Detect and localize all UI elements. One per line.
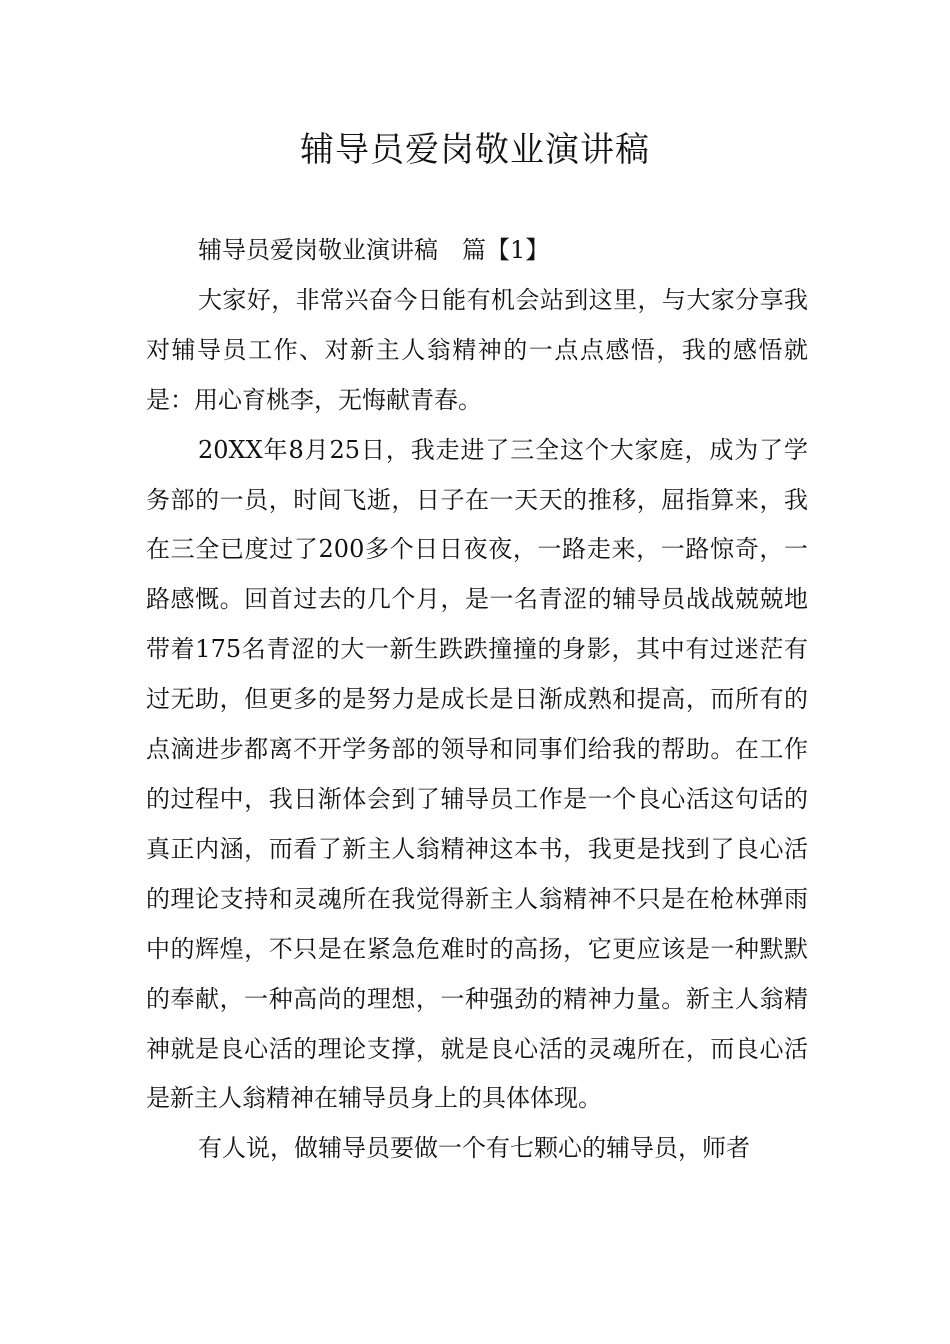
paragraph-1: 大家好，非常兴奋今日能有机会站到这里，与大家分享我对辅导员工作、对新主人翁精神的一点点感悟，我的感悟就是：用心育桃李，无悔献青春。 [146, 285, 808, 414]
document-body [146, 226, 808, 1174]
section-heading: 辅导员爱岗敬业演讲稿 篇【1】 [198, 236, 550, 264]
paragraph-3: 有人说，做辅导员要做一个有七颗心的辅导员，师者 [198, 1134, 750, 1163]
paragraph-2: 20XX年8月25日，我走进了三全这个大家庭，成为了学务部的一员，时间飞逝，日子在一天天的推移，屈指算来，我在三全已度过了200多个日日夜夜，一路走来，一路惊奇，一路感慨。回首过去的几个月，是一名青涩的辅导员战战兢兢地带着175名青涩的大一新生跌跌撞撞的身影，其中有过迷茫有过无助，但更多的是努力是成长是日渐成熟和提高，而所有的点滴进步都离不开学务部的领导和同事们给我的帮助。在工作的过程中，我日渐体会到了辅导员工作是一个良心活这句话的真正内涵，而看了新主人翁精神这本书，我更是找到了良心活的理论支持和灵魂所在我觉得新主人翁精神不只是在枪林弹雨中的辉煌，不只是在紧急危难时的高扬，它更应该是一种默默的奉献，一种高尚的理想，一种强劲的精神力量。新主人翁精神就是良心活的理论支撑，就是良心活的灵魂所在，而良心活是新主人翁精神在辅导员身上的具体体现。 [146, 435, 808, 1113]
document-title: 辅导员爱岗敬业演讲稿 [300, 130, 650, 170]
